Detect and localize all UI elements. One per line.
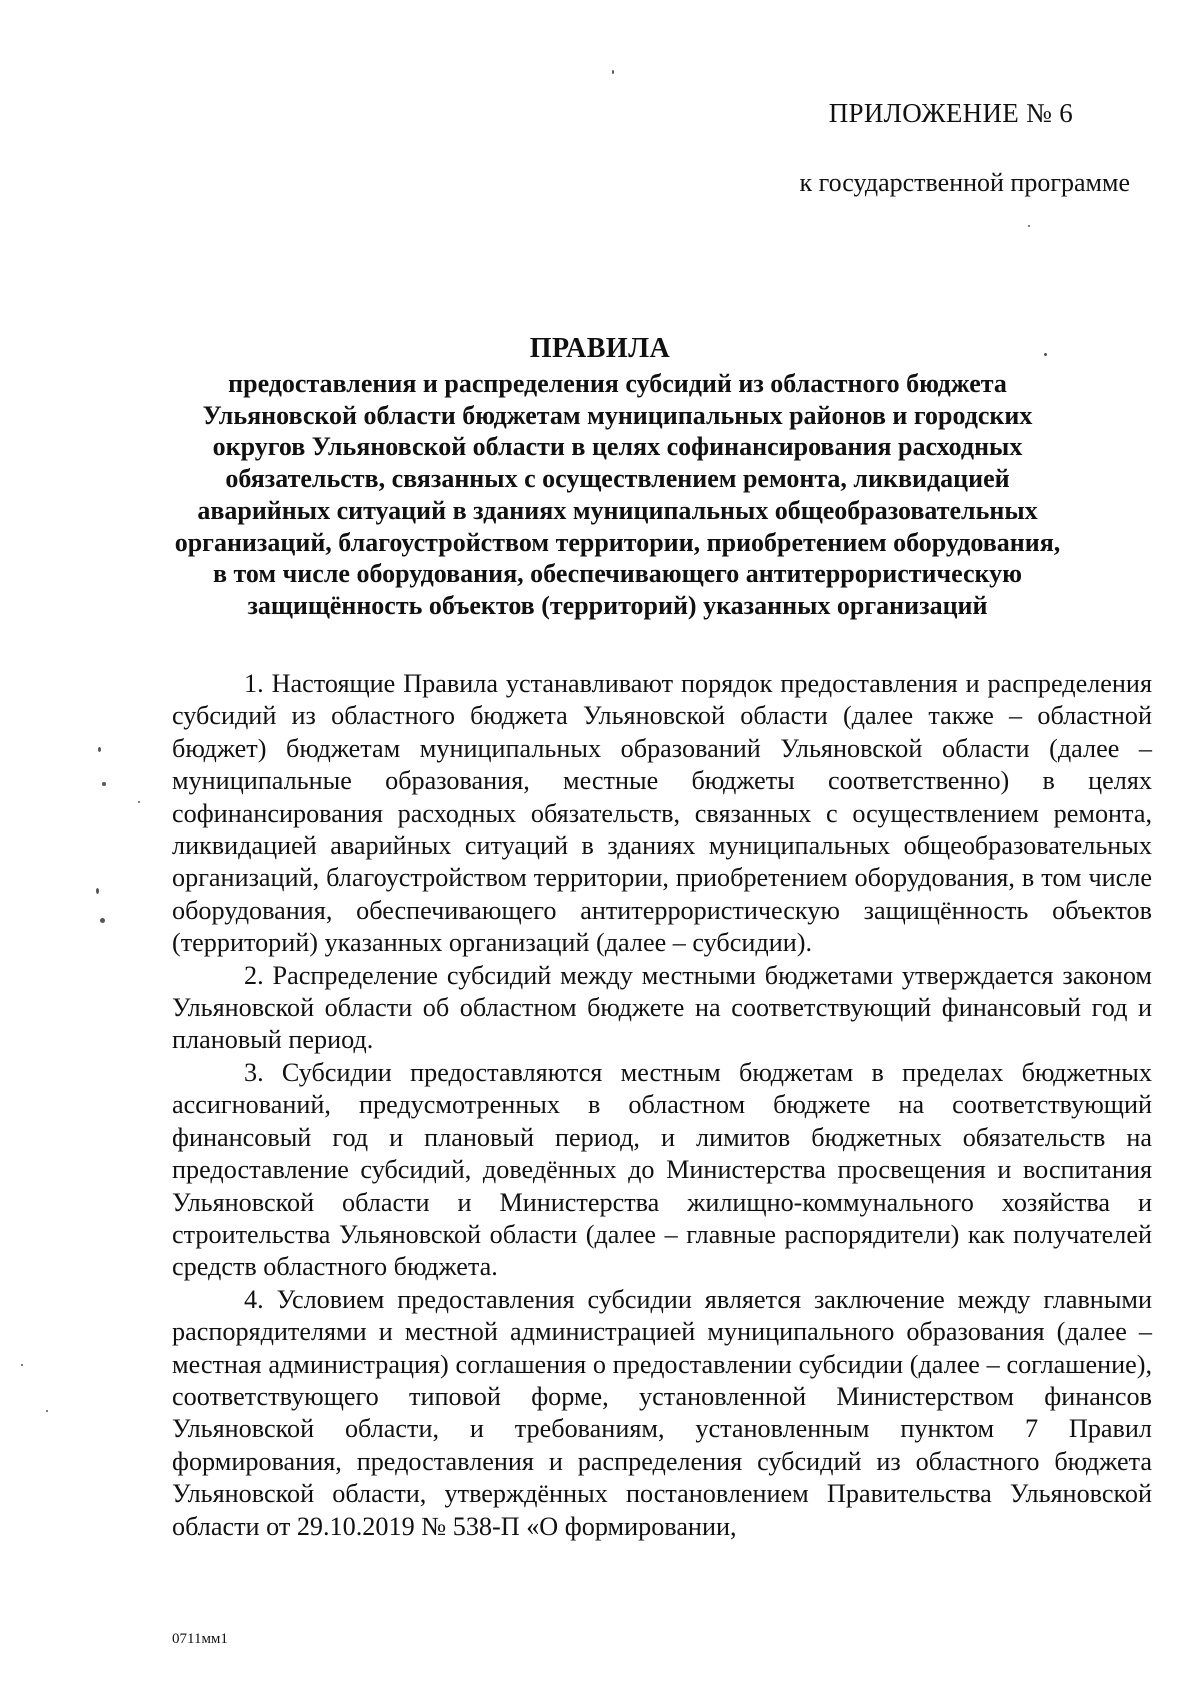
paragraph-1: 1. Настоящие Правила устанавливают порядок предоставления и распределения субсидий из областного бюджета Ульяновской области (далее также – областной бюджет) бюджетам муниципальных образований Ульяновской области (далее – муниципальные образования, местные бюджеты соответственно) в целях софинансирования расходных обязательств, связанных с осуществлением ремонта, ликвидацией аварийных ситуаций в зданиях муниципальных общеобразовательных организаций, благоустройством территории, приобретением оборудования, в том числе оборудования, обеспечивающего антитеррористическую защищённость объектов (территорий) указанных организаций (далее – субсидии).: [172, 669, 1152, 958]
appendix-subtitle: к государственной программе: [799, 168, 1130, 197]
footer-code: 0711мм1: [172, 1631, 228, 1647]
document-body: [172, 668, 1152, 1543]
scan-speck: [1028, 225, 1030, 227]
paragraph-4: 4. Условием предоставления субсидии является заключение между главными распорядителями и местной администрацией муниципального образования (далее – местная администрация) соглашения о предоставлении субсидии (далее – соглашение), соответствующего типовой форме, установленной Министерством финансов Ульяновской области, и требованиям, установленным пунктом 7 Правил формирования, предоставления и распределения субсидий из областного бюджета Ульяновской области, утверждённых постановлением Правительства Ульяновской области от 29.10.2019 № 538-П «О формировании,: [172, 1284, 1152, 1541]
paragraph-2: 2. Распределение субсидий между местными бюджетами утверждается законом Ульяновской области об областном бюджете на соответствующий финансовый год и плановый период.: [172, 960, 1152, 1055]
paragraph-3: 3. Субсидии предоставляются местным бюджетам в пределах бюджетных ассигнований, предусмотренных в областном бюджете на соответствующий финансовый год и плановый период, и лимитов бюджетных обязательств на предоставление субсидий, доведённых до Министерства просвещения и воспитания Ульяновской области и Министерства жилищно-коммунального хозяйства и строительства Ульяновской области (далее – главные распорядители) как получателей средств областного бюджета.: [172, 1057, 1152, 1282]
scan-speck: [98, 747, 101, 752]
scan-speck: [102, 782, 106, 786]
scan-speck: [96, 888, 99, 894]
scan-speck: [1044, 353, 1047, 356]
scan-speck: [612, 70, 614, 74]
rules-heading: ПРАВИЛА: [529, 333, 671, 364]
appendix-title: ПРИЛОЖЕНИЕ № 6: [828, 98, 1073, 128]
scan-speck: [138, 801, 140, 803]
rules-subheading: предоставления и распределения субсидий из областного бюджета Ульяновской области бюджетам муниципальных районов и городских округов Ульяновской области в целях софинансирования расходных обязательств, связанных с осуществлением ремонта, ликвидацией аварийных ситуаций в зданиях муниципальных общеобразовательных организаций, благоустройством территории, приобретением оборудования, в том числе оборудования, обеспечивающего антитеррористическую защищённость объектов (территорий) указанных организаций: [174, 369, 1061, 620]
scan-speck: [21, 1364, 23, 1366]
scan-speck: [100, 918, 105, 923]
scan-speck: [46, 1410, 48, 1412]
